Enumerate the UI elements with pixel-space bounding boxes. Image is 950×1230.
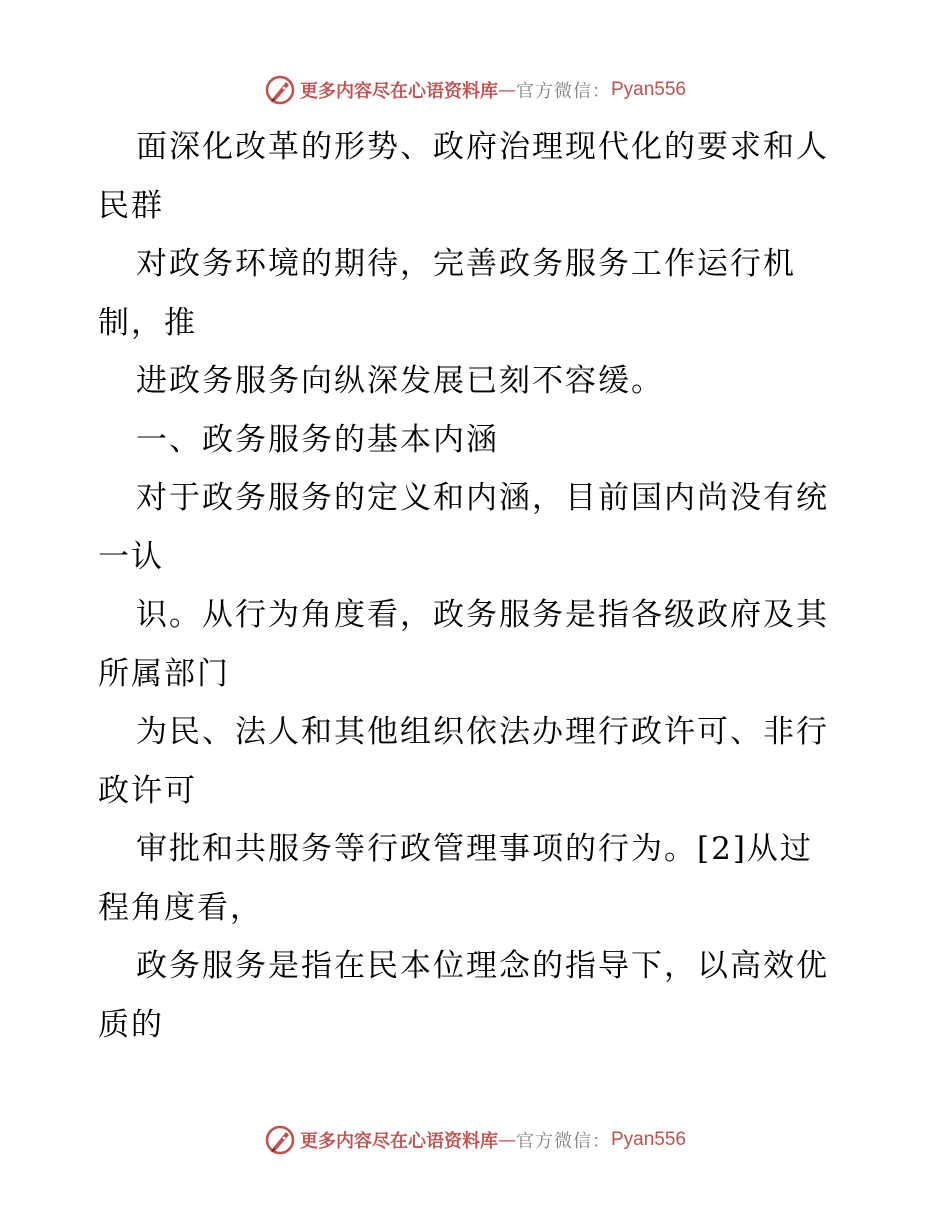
header-banner: [0, 70, 950, 110]
body-line: 程角度看，: [98, 889, 263, 926]
body-line: 面深化改革的形势、政府治理现代化的要求和人: [136, 129, 829, 165]
body-line: 政务服务是指在民本位理念的指导下，以高效优: [136, 948, 829, 984]
body-line: 为民、法人和其他组织依法办理行政许可、非行: [136, 714, 829, 750]
body-line: 所属部门: [98, 655, 230, 692]
footer-banner: [0, 1120, 950, 1160]
header-wechat-id: Pyan556: [610, 79, 686, 100]
body-line: 质的: [98, 1006, 164, 1043]
body-line: 政许可: [98, 772, 197, 809]
body-line: 一认: [98, 538, 164, 575]
footer-wechat-id: Pyan556: [610, 1129, 686, 1150]
footer-separator: —: [497, 1129, 516, 1151]
body-line: 进政务服务向纵深发展已刻不容缓。: [136, 363, 664, 399]
footer-wechat-label: 官方微信：: [515, 1131, 611, 1152]
document-body: [98, 118, 858, 1054]
section-heading: 一、政务服务的基本内涵: [136, 421, 499, 458]
header-brand-text: 更多内容尽在心语资料库: [299, 81, 498, 102]
body-line: 对于政务服务的定义和内涵，目前国内尚没有统: [136, 480, 829, 516]
body-line: 审批和共服务等行政管理事项的行为。[2]从过: [136, 831, 813, 867]
pen-logo-icon: [264, 74, 296, 106]
body-line: 民群: [98, 187, 164, 224]
header-wechat-label: 官方微信：: [515, 81, 611, 102]
pen-logo-icon: [264, 1124, 296, 1156]
body-line: 对政务环境的期待，完善政务服务工作运行机: [136, 246, 796, 282]
body-line: 识。从行为角度看，政务服务是指各级政府及其: [136, 597, 829, 633]
body-line: 制，推: [98, 304, 197, 341]
footer-brand-text: 更多内容尽在心语资料库: [299, 1131, 498, 1152]
header-separator: —: [497, 79, 516, 101]
